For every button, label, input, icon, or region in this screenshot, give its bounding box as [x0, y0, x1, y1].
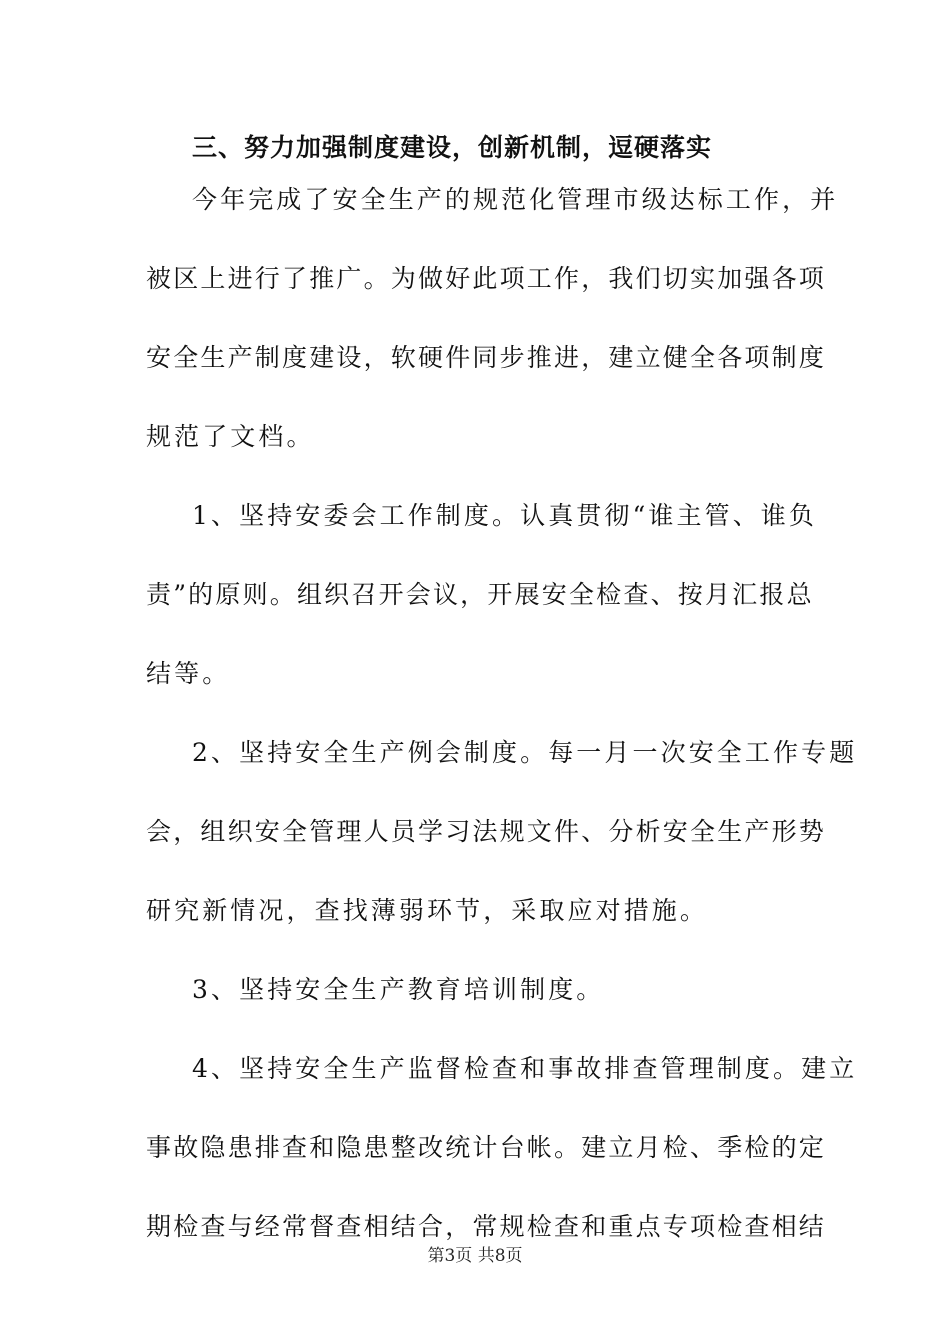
text-line: 2、坚持安全生产例会制度。每一月一次安全工作专题: [192, 738, 858, 767]
text-line: 规范了文档。: [146, 422, 315, 451]
text-line: 安全生产制度建设，软硬件同步推进，建立健全各项制度: [146, 343, 827, 372]
text-line: 会，组织安全管理人员学习法规文件、分析安全生产形势: [146, 817, 827, 846]
section-heading: 三、努力加强制度建设，创新机制，逗硬落实: [192, 133, 713, 162]
text-line: 4、坚持安全生产监督检查和事故排查管理制度。建立: [192, 1054, 858, 1083]
text-line: 研究新情况，查找薄弱环节，采取应对措施。: [146, 896, 709, 925]
page-number-footer: 第3页 共8页: [427, 1246, 523, 1266]
text-line: 事故隐患排查和隐患整改统计台帐。建立月检、季检的定: [146, 1133, 827, 1162]
text-line: 1、坚持安委会工作制度。认真贯彻“谁主管、谁负: [192, 501, 817, 530]
text-line: 被区上进行了推广。为做好此项工作，我们切实加强各项: [146, 264, 827, 293]
text-line: 今年完成了安全生产的规范化管理市级达标工作，并: [192, 185, 839, 214]
text-line: 责”的原则。组织召开会议，开展安全检查、按月汇报总: [146, 580, 814, 609]
text-line: 期检查与经常督查相结合，常规检查和重点专项检查相结: [146, 1212, 827, 1241]
text-line: 3、坚持安全生产教育培训制度。: [192, 975, 605, 1004]
text-line: 结等。: [146, 659, 231, 688]
